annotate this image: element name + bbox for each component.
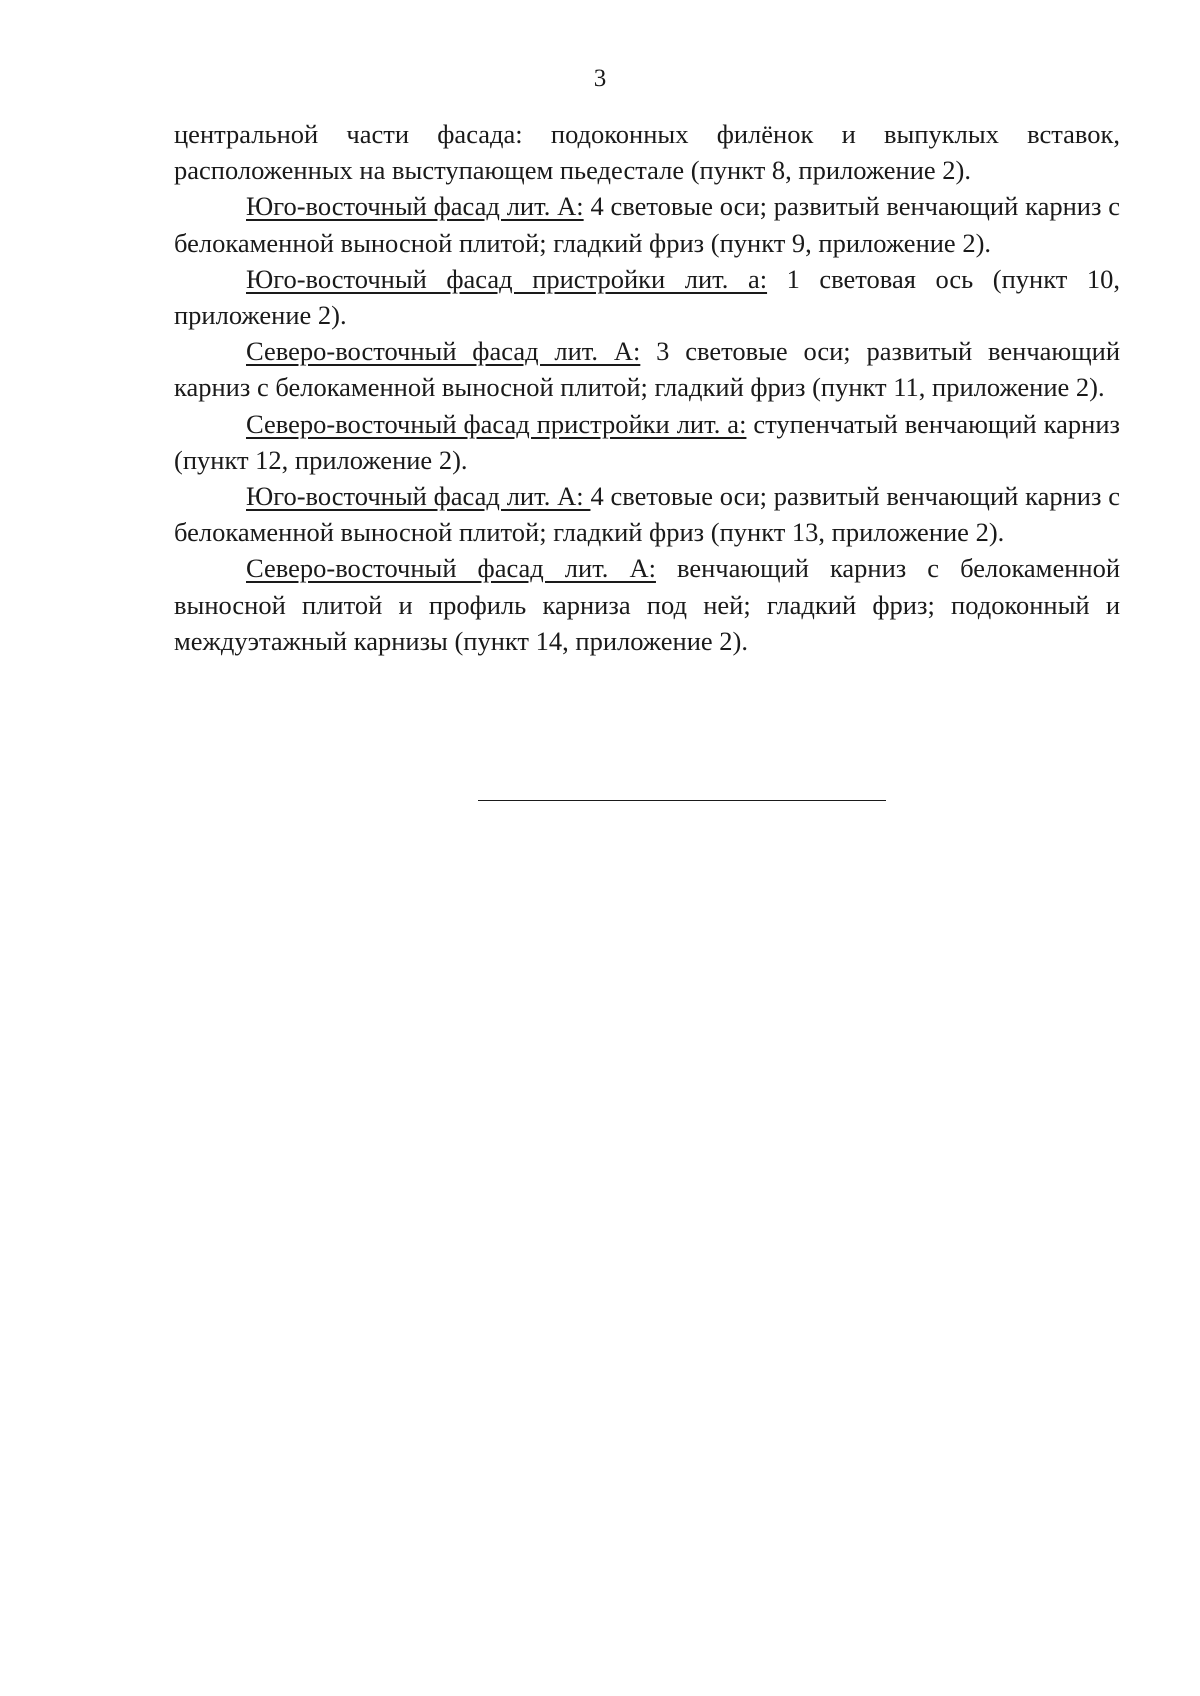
document-body <box>174 116 1120 659</box>
paragraph-heading: Северо-восточный фасад пристройки лит. а: <box>246 408 747 439</box>
page-number: 3 <box>593 65 607 92</box>
paragraph-text: венчающий карниз с белокаменной выносной плитой и профиль карниза под ней; гладкий фриз; подоконный и междуэтажный карнизы (пункт 14, приложение 2). <box>174 553 1121 656</box>
paragraph-heading: Юго-восточный фасад лит. А: <box>246 191 584 222</box>
paragraph-text: 4 световые оси; развитый венчающий карниз с белокаменной выносной плитой; гладкий фриз (пункт 9, приложение 2). <box>174 191 1121 258</box>
paragraph-facade <box>174 261 1120 333</box>
paragraph-heading: Северо-восточный фасад лит. А: <box>246 336 641 367</box>
paragraph-text: центральной части фасада: подоконных филёнок и выпуклых вставок, расположенных на выступающем пьедестале (пункт 8, приложение 2). <box>174 119 1120 186</box>
paragraph-facade <box>174 550 1120 659</box>
paragraph-text: 4 световые оси; развитый венчающий карниз с белокаменной выносной плитой; гладкий фриз (пункт 13, приложение 2). <box>174 481 1121 548</box>
paragraph-text: 1 световая ось (пункт 10, приложение 2). <box>174 263 1120 331</box>
end-of-text-rule <box>478 800 886 801</box>
paragraph-text: ступенчатый венчающий карниз (пункт 12, приложение 2). <box>174 408 1120 475</box>
paragraph-heading: Юго-восточный фасад лит. А: <box>246 481 591 512</box>
paragraph-continuation <box>174 116 1120 188</box>
paragraph-text: 3 световые оси; развитый венчающий карниз с белокаменной выносной плитой; гладкий фриз (пункт 11, приложение 2). <box>174 336 1120 403</box>
paragraph-facade <box>174 188 1120 260</box>
paragraph-facade <box>174 478 1120 550</box>
paragraph-heading: Юго-восточный фасад пристройки лит. а: <box>246 263 768 294</box>
paragraph-heading: Северо-восточный фасад лит. А: <box>246 553 656 584</box>
paragraph-facade <box>174 406 1120 478</box>
paragraph-facade <box>174 333 1120 405</box>
